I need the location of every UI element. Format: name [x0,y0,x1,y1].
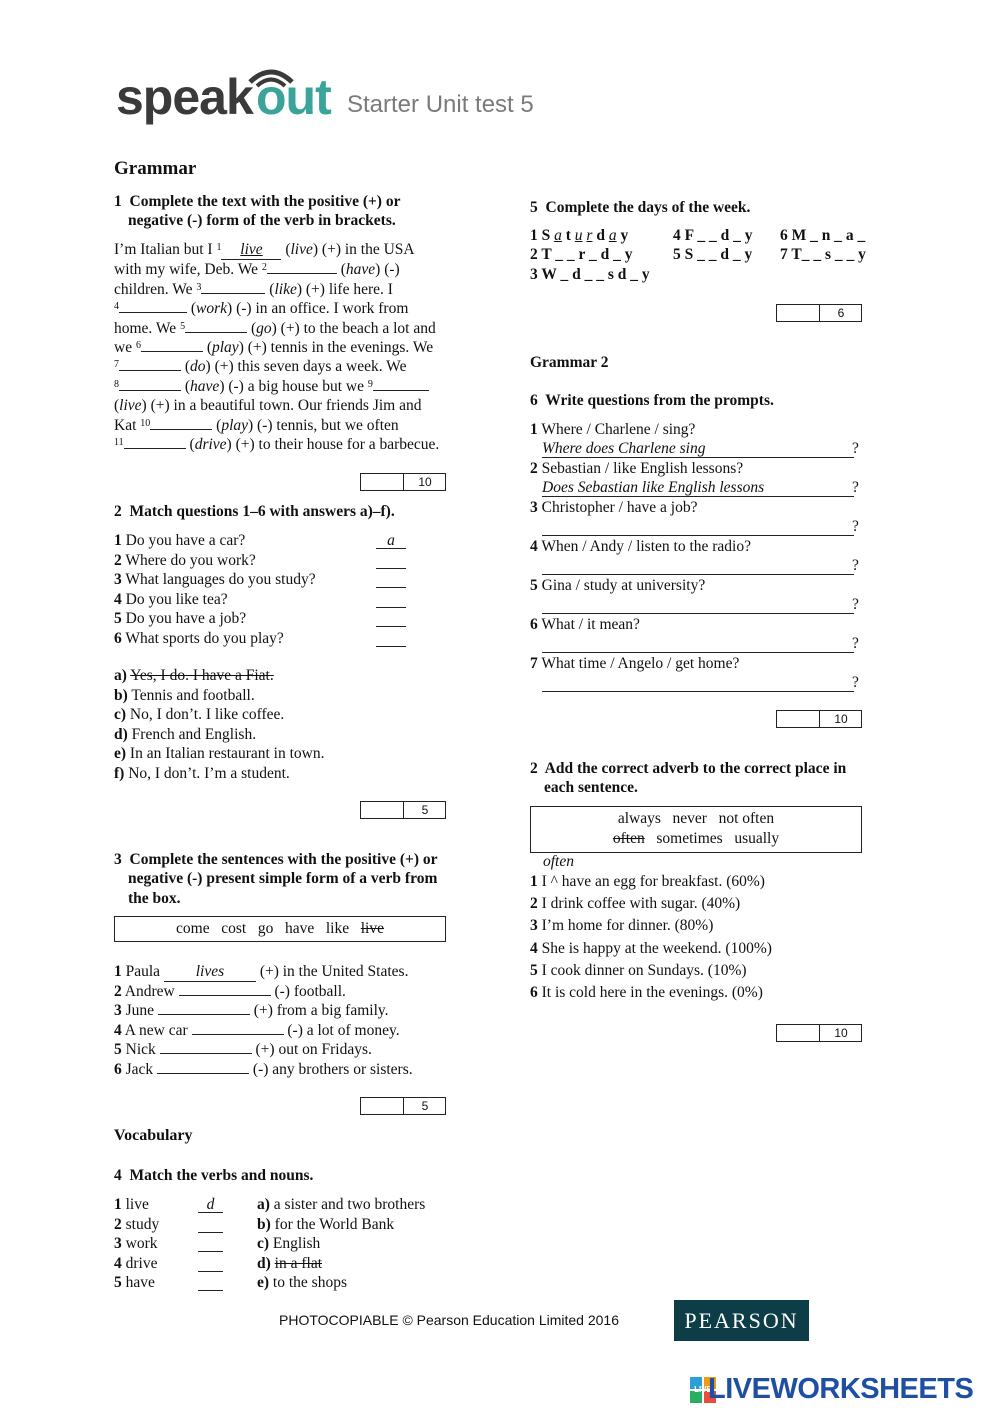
sentence-number: 5 [530,961,538,979]
svg-text:speak: speak [116,69,253,125]
answer-option [114,705,284,724]
ex1-blank-10[interactable] [150,429,212,430]
adverb-sentence [530,872,765,891]
question-text: Do you like tea? [125,590,228,608]
pearson-logo: PEARSON [674,1300,809,1341]
noun-row [257,1254,322,1273]
ex1-blank-9[interactable] [373,390,429,391]
sentence-number: 6 [114,1060,122,1078]
sentence-start: Jack [125,1060,154,1078]
ex1-blank-7[interactable] [119,370,181,371]
verb-text: study [125,1215,160,1233]
ex6-title: 6 Write questions from the prompts. [530,392,774,409]
noun-letter: d) [257,1254,271,1272]
option-text: French and English. [131,725,257,743]
prompt-number: 7 [530,655,538,672]
answer-option [114,764,290,783]
question-mark: ? [852,479,859,497]
answer-blank[interactable] [158,1014,250,1015]
verb-row [114,1234,157,1253]
answer-option [114,686,255,705]
question-mark: ? [852,440,859,458]
verb-number: 5 [114,1274,122,1291]
adverb-sentence [530,894,740,913]
sentence-row [114,1001,474,1020]
verb-number: 3 [114,1235,122,1252]
question-mark: ? [852,596,859,614]
sentence-text: I’m home for dinner. (80%) [541,917,714,935]
answer-blank[interactable] [192,1034,284,1035]
ex3-score-box: 5 [360,1097,446,1115]
noun-row [257,1234,320,1253]
option-letter: c) [114,706,127,723]
prompt-row [530,459,743,478]
adverb-sentence [530,961,747,980]
prompt-text: Where / Charlene / sing? [541,421,696,438]
verb-row [114,1254,157,1273]
question-text: What languages do you study? [125,571,316,588]
sentence-end: (-) a lot of money. [287,1021,400,1039]
verb-text: work [125,1235,158,1252]
sentence-row [114,982,474,1001]
svg-text:out: out [256,69,331,125]
sentence-row [114,1040,474,1059]
sentence-text: I cook dinner on Sundays. (10%) [541,961,747,979]
prompt-text: What time / Angelo / get home? [541,655,740,672]
sentence-text: I drink coffee with sugar. (40%) [541,895,741,913]
ex1-blank-11[interactable] [124,448,186,449]
sentence-row [114,1021,474,1040]
ex3-word-box: come cost go have like live [114,916,446,942]
ex1-answer-1[interactable]: live [221,240,281,260]
answer-line[interactable]: Does Sebastian like English lessons [542,478,854,497]
adverb-sentence [530,916,713,935]
answer-blank[interactable] [198,1215,223,1233]
option-letter: f) [114,764,125,782]
prompt-text: When / Andy / listen to the radio? [541,538,751,555]
sentence-number: 4 [114,1021,122,1039]
verb-row [114,1273,155,1292]
ex7-score-box: 10 [776,1024,862,1042]
prompt-row [530,576,705,595]
option-text: No, I don’t. I’m a student. [128,764,290,782]
answer-blank[interactable] [376,570,406,588]
answer-blank[interactable] [198,1273,223,1291]
verb-text: have [125,1274,155,1291]
ex1-blank-6[interactable] [141,351,203,352]
noun-text: in a flat [274,1254,323,1272]
sentence-start: Paula [125,963,161,980]
sentence-number: 5 [114,1041,122,1058]
liveworksheets-mark-icon: LIVE [690,1377,716,1403]
noun-row [257,1215,394,1234]
verb-text: drive [125,1254,158,1272]
question-text: Do you have a job? [125,610,247,627]
ex2-title: 2 Match questions 1–6 with answers a)–f). [114,503,395,520]
option-letter: b) [114,686,128,704]
adverb-sentence [530,983,763,1002]
prompt-text: What / it mean? [541,616,640,633]
question-row [114,609,414,628]
ex1-blank-5[interactable] [185,332,247,333]
ex1-blank-8[interactable] [119,390,181,391]
sentence-end: (-) football. [274,982,346,1000]
sentence-text: She is happy at the weekend. (100%) [541,939,772,957]
noun-text: to the shops [272,1274,347,1291]
option-text: Tennis and football. [131,686,255,704]
noun-letter: c) [257,1235,270,1252]
ex6-score-box: 10 [776,710,862,728]
question-number: 6 [114,629,122,647]
prompt-text: Christopher / have a job? [541,499,698,516]
ex5-days: 1 S a t u r d a y 4 F _ _ d _ y 6 M _ n _ a _ 2 T _ _ r _ d _ y 5 S _ _ d _ y 7 T_ _ s _ _ y 3 W _ d _ _ s d _ y [530,227,866,283]
prompt-number: 5 [530,577,538,594]
question-number: 3 [114,571,122,588]
answer-blank[interactable] [376,629,406,647]
adverb-sentence [530,939,772,958]
noun-letter: b) [257,1215,271,1233]
prompt-row [530,654,739,673]
ex1-blank-4[interactable] [119,312,187,313]
ex5-title: 5 Complete the days of the week. [530,199,751,216]
question-row [114,590,414,609]
question-row [114,531,414,550]
sentence-number: 1 [530,873,538,890]
sentence-end: (+) in the United States. [259,963,409,980]
prompt-number: 6 [530,616,538,633]
prompt-number: 4 [530,538,538,555]
option-text: In an Italian restaurant in town. [129,745,325,762]
question-row [114,551,414,570]
prompt-row [530,420,695,439]
noun-text: English [272,1235,321,1252]
prompt-row [530,537,751,556]
sentence-number: 1 [114,963,122,980]
sentence-end: (+) from a big family. [253,1002,389,1019]
verb-row [114,1195,149,1214]
sentence-number: 3 [114,1002,122,1019]
ex1-blank-3[interactable] [201,293,265,294]
ex1-title: 1 Complete the text with the positive (+) or negative (-) form of the verb in brackets. [114,193,401,230]
noun-row [257,1195,425,1214]
copyright: PHOTOCOPIABLE © Pearson Education Limited 2016 [279,1312,620,1328]
verb-number: 2 [114,1215,122,1233]
sentence-number: 6 [530,984,538,1001]
prompt-text: Gina / study at university? [541,577,706,594]
question-text: What sports do you play? [125,629,284,647]
question-text: Where do you work? [125,551,256,569]
ex4-title: 4 Match the verbs and nouns. [114,1167,314,1184]
answer-option [114,725,256,744]
sentence-start: June [125,1002,155,1019]
speakout-logo-icon [116,62,346,132]
logo [116,62,346,132]
section-grammar2: Grammar 2 [530,354,609,371]
verb-row [114,1215,159,1234]
question-row [114,629,414,648]
question-row [114,570,414,589]
verb-text: live [125,1196,149,1213]
option-letter: e) [114,745,127,762]
prompt-text: Sebastian / like English lessons? [541,460,744,477]
answer-blank[interactable] [376,609,406,627]
answer-blank[interactable]: lives [164,962,256,982]
prompt-number: 2 [530,460,538,477]
question-number: 1 [114,532,122,549]
sentence-start: Andrew [124,982,175,1000]
sentence-number: 2 [114,982,122,1000]
answer-blank[interactable] [198,1254,223,1272]
answer-line[interactable]: Where does Charlene sing [542,439,854,458]
prompt-row [530,498,697,517]
verb-number: 1 [114,1196,122,1213]
answer-blank[interactable] [157,1073,249,1074]
sentence-row [114,1060,474,1079]
answer-blank[interactable] [179,995,271,996]
section-grammar: Grammar [114,158,197,179]
noun-text: a sister and two brothers [273,1196,426,1213]
sentence-end: (-) any brothers or sisters. [252,1060,413,1078]
sentence-number: 3 [530,917,538,935]
option-letter: d) [114,725,128,743]
prompt-row [530,615,640,634]
prompt-number: 3 [530,499,538,516]
question-mark: ? [852,518,859,536]
ex3-title: 3 Complete the sentences with the positive (+) or negative (-) present simple form of a verb from the box. [114,851,438,907]
ex1-text: I’m Italian but I $^1$ live (live) (+) in the USA with my wife, Deb. We $^2$ (have) (-) children. We $^3$ (like) (+) life here. I $^4$ (work) (-) in an office. I work from home. We $^5$ (go) (+) to the beach a lot and we $^6$ (play) (+) tennis in the evenings. We $^7$ (do) (+) this seven days a week. We $^8$ (have) (-) a big house but we $^9$ (live) (+) in a beautiful town. Our friends Jim and Kat $^{10}$ (play) (-) tennis, but we often $^{11}$ (drive) (+) to their house for a barbecue. [114,241,440,454]
noun-row [257,1273,347,1292]
option-text: Yes, I do. I have a Fiat. [130,667,274,684]
question-number: 2 [114,551,122,569]
sentence-text: It is cold here in the evenings. (0%) [541,984,763,1001]
answer-line[interactable] [542,595,854,614]
question-mark: ? [852,557,859,575]
sentence-start: Nick [125,1041,156,1058]
ex1-blank-2[interactable] [267,273,337,274]
question-mark: ? [852,674,859,692]
question-number: 4 [114,590,122,608]
answer-blank[interactable] [198,1234,223,1252]
question-number: 5 [114,610,122,627]
ex7-adverb-box: always never not often often sometimes usually [530,806,862,853]
answer-line[interactable] [542,634,854,653]
sentence-number: 2 [530,895,538,913]
ex7-title: 2 Add the correct adverb to the correct place in each sentence. [530,760,847,797]
noun-text: for the World Bank [274,1215,395,1233]
ex7-example-word: often [543,853,574,870]
answer-option [114,744,324,763]
sentence-end: (+) out on Fridays. [255,1041,372,1058]
answer-blank[interactable] [376,551,406,569]
answer-line[interactable] [542,673,854,692]
sentence-start: A new car [124,1021,188,1039]
ex1-score-box: 10 [360,473,446,491]
answer-line[interactable] [542,556,854,575]
subtitle: Starter Unit test 5 [347,91,534,118]
question-text: Do you have a car? [125,532,246,549]
answer-blank[interactable]: d [198,1195,223,1213]
noun-letter: e) [257,1274,270,1291]
sentence-number: 4 [530,939,538,957]
option-letter: a) [114,667,127,684]
answer-blank[interactable] [160,1053,252,1054]
option-text: No, I don’t. I like coffee. [129,706,285,723]
ex2-score-box: 5 [360,801,446,819]
ex5-score-box: 6 [776,304,862,322]
verb-number: 4 [114,1254,122,1272]
prompt-number: 1 [530,421,538,438]
sentence-row [114,962,474,982]
answer-option [114,666,274,685]
section-vocabulary: Vocabulary [114,1127,193,1144]
answer-line[interactable] [542,517,854,536]
sentence-text: I ^ have an egg for breakfast. (60%) [541,873,765,890]
question-mark: ? [852,635,859,653]
noun-letter: a) [257,1196,270,1213]
answer-blank[interactable]: a [376,531,406,549]
answer-blank[interactable] [376,590,406,608]
